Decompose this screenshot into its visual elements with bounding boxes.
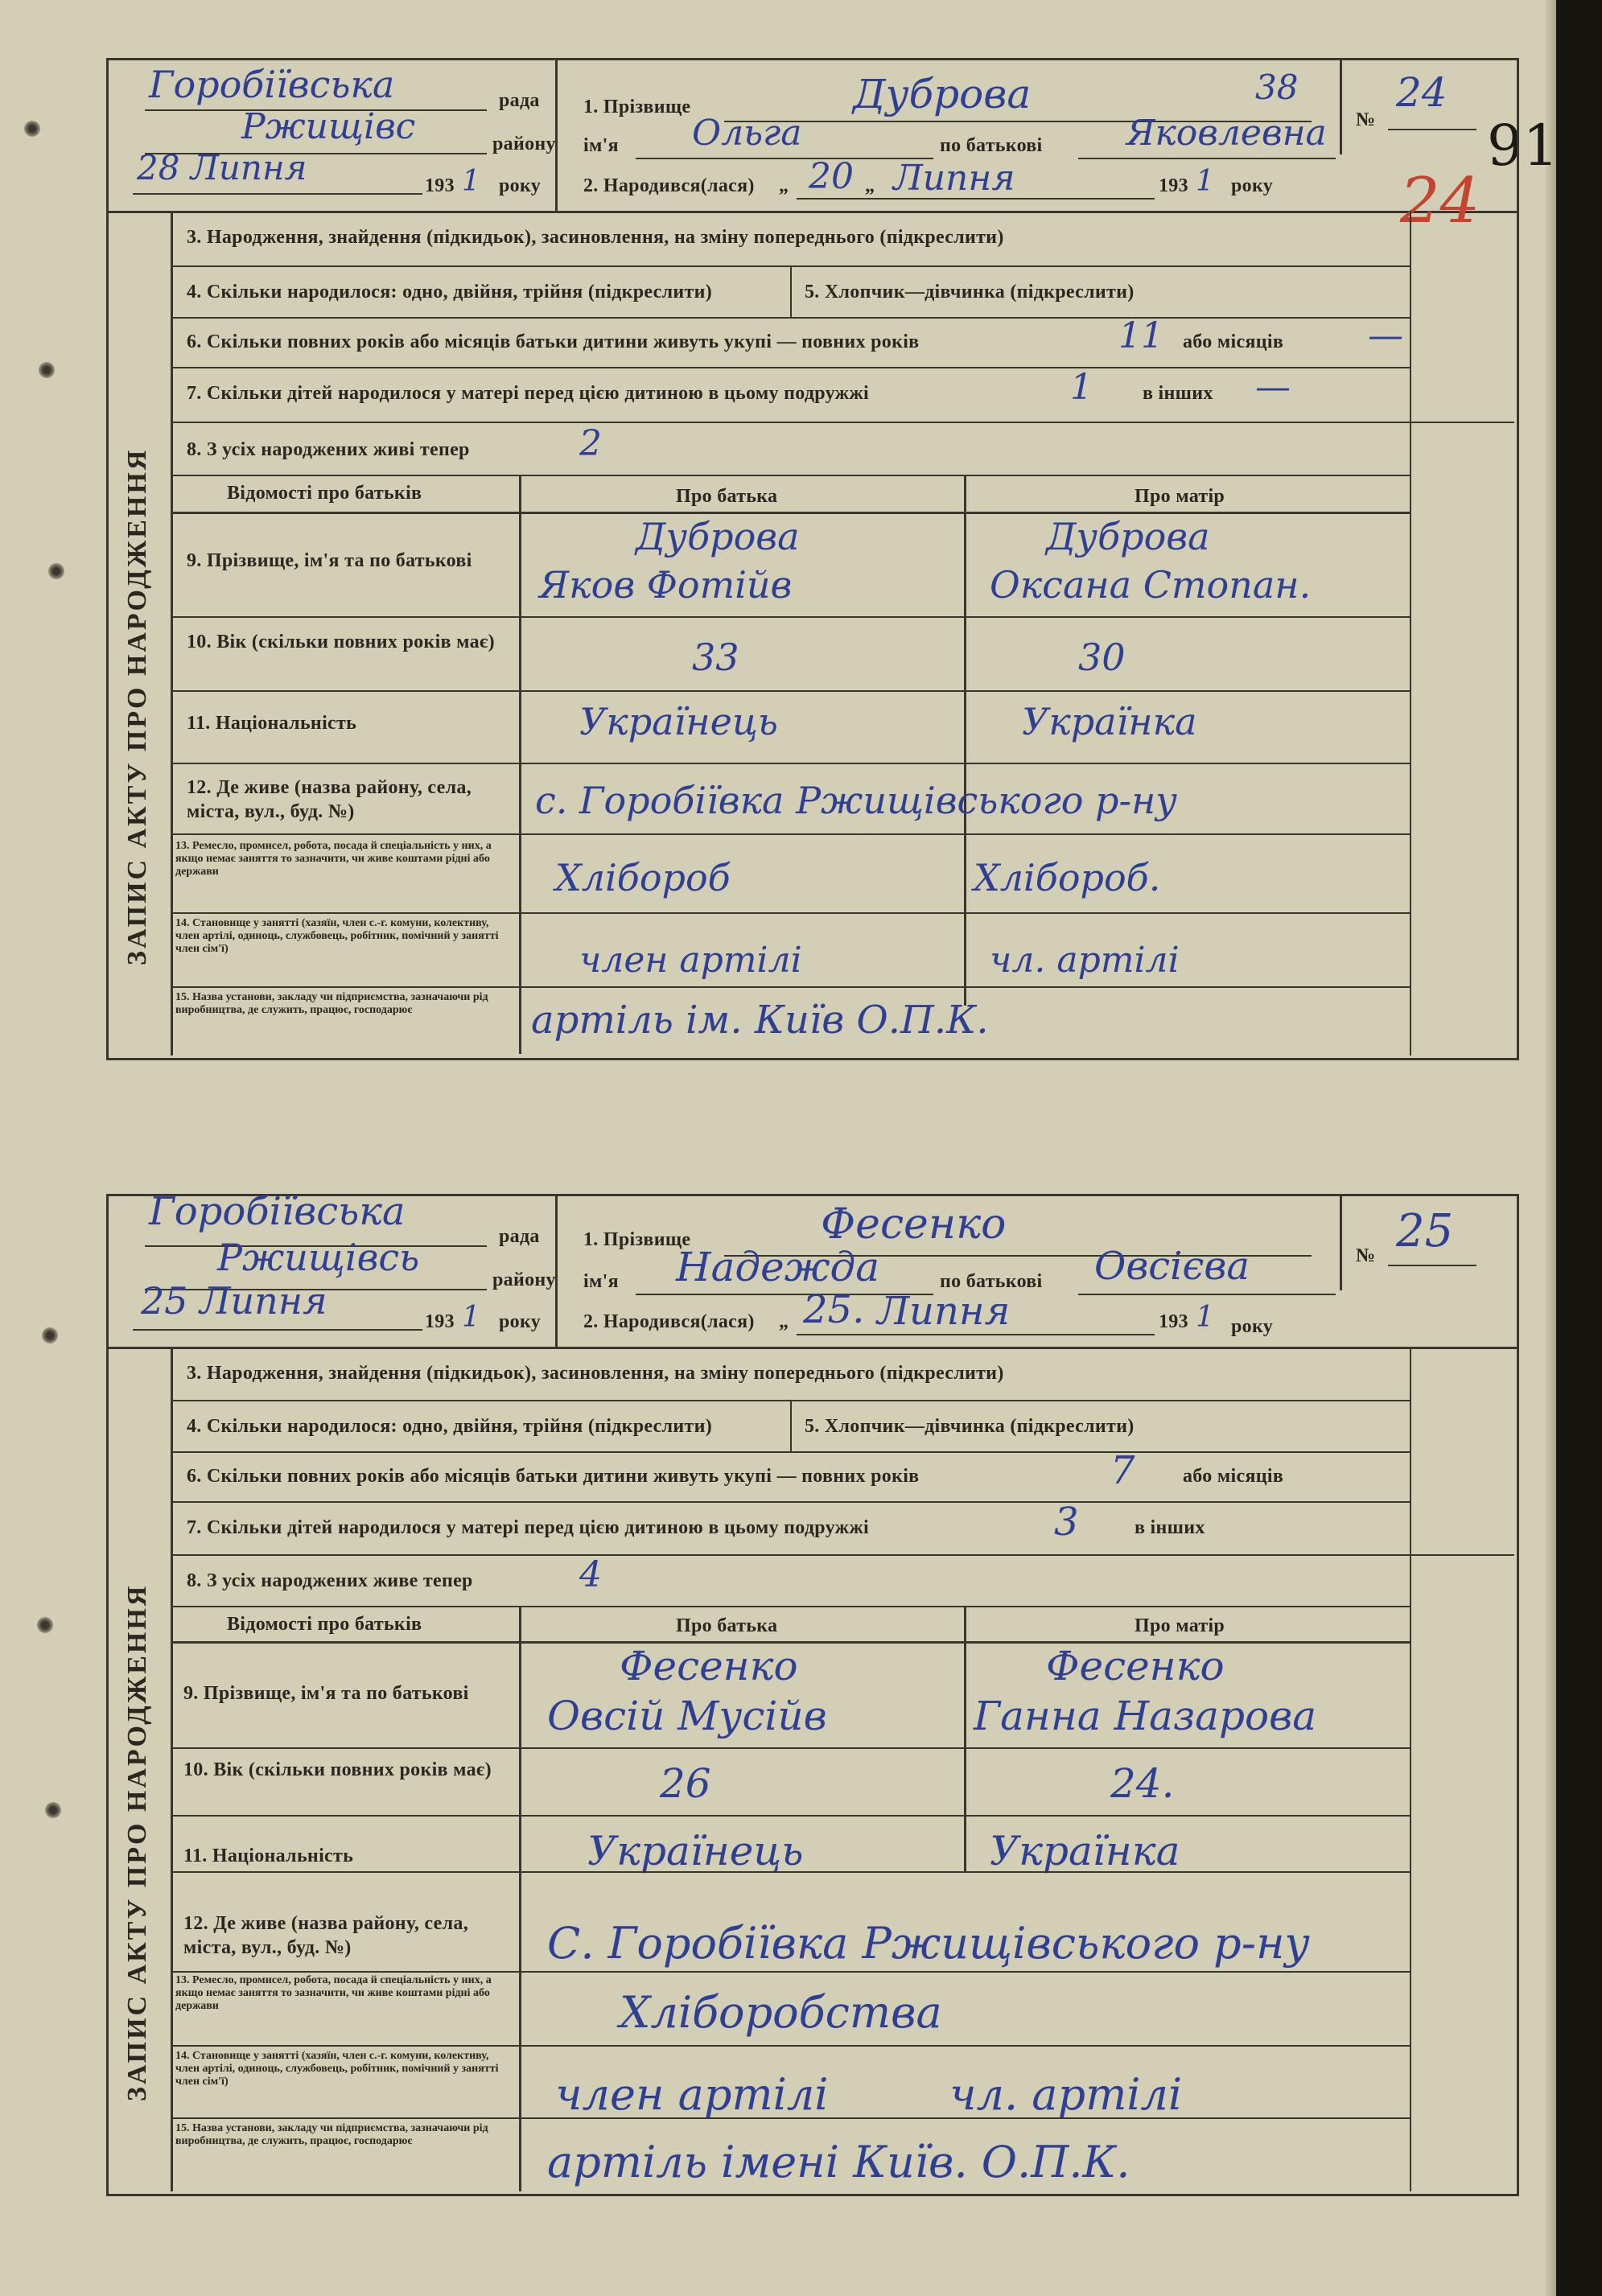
q6-months: — bbox=[1368, 315, 1403, 356]
year-prefix: 193 bbox=[425, 175, 455, 196]
district-name: Ржищівс bbox=[241, 106, 416, 147]
born-year-prefix: 193 bbox=[1159, 175, 1188, 196]
born-year-digit: 1 bbox=[1196, 1301, 1214, 1334]
workplace: артіль імені Київ. О.П.К. bbox=[547, 2137, 1130, 2187]
born-label: 2. Народився(лася) bbox=[583, 175, 755, 196]
child-surname: Фесенко bbox=[821, 1200, 1007, 1249]
district-label: району bbox=[492, 1269, 556, 1290]
surname-label: 1. Прізвище bbox=[583, 97, 691, 117]
page-edge bbox=[1545, 0, 1556, 2296]
mother-age: 24. bbox=[1110, 1760, 1175, 1807]
year-digit: 1 bbox=[462, 165, 480, 198]
question-7: 7. Скільки дітей народилося у матері перед цією дитиною в цьому подружжі bbox=[187, 1517, 869, 1538]
mother-age: 30 bbox=[1078, 636, 1126, 679]
question-3: 3. Народження, знайдення (підкидьок), засиновлення, на зміну попереднього (підкреслити) bbox=[187, 227, 1004, 248]
col-header-mother: Про матір bbox=[1135, 486, 1225, 507]
year-prefix: 193 bbox=[425, 1311, 455, 1332]
patronymic-label: по батькові bbox=[940, 135, 1043, 156]
margin-number: 38 bbox=[1255, 68, 1299, 107]
red-archive-number: 24 bbox=[1400, 165, 1481, 237]
father-surname: Фесенко bbox=[620, 1643, 798, 1689]
question-7: 7. Скільки дітей народилося у матері перед цією дитиною в цьому подружжі bbox=[187, 383, 869, 404]
father-name: Овсій Мусійв bbox=[547, 1693, 827, 1739]
child-name: Надежда bbox=[676, 1244, 880, 1290]
question-5: 5. Хлопчик—дівчинка (підкреслити) bbox=[805, 282, 1135, 302]
row-11-label: 11. Національність bbox=[183, 1845, 354, 1866]
punch-hole bbox=[24, 121, 40, 137]
question-4: 4. Скільки народилося: одно, двійня, трійня (підкреслити) bbox=[187, 282, 713, 302]
registration-date: 25 Липня bbox=[141, 1279, 327, 1323]
residence: с. Горобіївка Ржищівського р-ну bbox=[535, 779, 1177, 822]
father-status: член артілі bbox=[579, 940, 802, 981]
question-8: 8. З усіх народжених живе тепер bbox=[187, 1570, 473, 1591]
born-year-prefix: 193 bbox=[1159, 1311, 1188, 1332]
registration-date: 28 Липня bbox=[137, 148, 307, 187]
q8-count: 2 bbox=[579, 423, 602, 464]
born-year-label: року bbox=[1231, 1316, 1274, 1337]
child-patronymic: Овсієва bbox=[1094, 1244, 1250, 1289]
row-13-label: 13. Ремесло, промисел, робота, посада й спеціальність у них, а якщо немає заняття то зазначити, чи живе коштами рідні або держави bbox=[175, 840, 492, 878]
col-header-info: Відомості про батьків bbox=[227, 1614, 422, 1635]
q7-count: 1 bbox=[1070, 367, 1093, 408]
residence: С. Горобіївка Ржищівського р-ну bbox=[547, 1918, 1310, 1969]
council-label: рада bbox=[499, 90, 540, 111]
mother-surname: Фесенко bbox=[1046, 1643, 1225, 1689]
punch-hole bbox=[45, 1802, 61, 1818]
col-header-info: Відомості про батьків bbox=[227, 483, 422, 504]
q6-months-label: або місяців bbox=[1183, 1466, 1284, 1487]
father-status: член артілі bbox=[555, 2069, 829, 2120]
row-9-label: 9. Прізвище, ім'я та по батькові bbox=[187, 550, 472, 571]
row-15-label: 15. Назва установи, закладу чи підприємства, зазначаючи рід виробництва, де служить, працює, господарює bbox=[175, 2122, 488, 2147]
row-14-label: 14. Становище у занятті (хазяїн, член с.-г. комуни, колективу, член артілі, одиноць, службовець, робітник, помічний у занятті член сім'ї) bbox=[175, 2050, 499, 2088]
row-13-label: 13. Ремесло, промисел, робота, посада й спеціальність у них, а якщо немає заняття то зазначити, чи живе коштами рідні або держави bbox=[175, 1974, 492, 2012]
row-15-label: 15. Назва установи, закладу чи підприємства, зазначаючи рід виробництва, де служить, працює, господарює bbox=[175, 991, 488, 1016]
side-title: ЗАПИС АКТУ ПРО НАРОДЖЕННЯ bbox=[122, 447, 152, 965]
punch-hole bbox=[48, 563, 64, 579]
question-6: 6. Скільки повних років або місяців батьки дитини живуть укупі — повних років bbox=[187, 331, 920, 352]
record-number: 25 bbox=[1396, 1205, 1454, 1257]
mother-nationality: Українка bbox=[990, 1828, 1180, 1874]
q7-count: 3 bbox=[1054, 1500, 1079, 1545]
child-surname: Дуброва bbox=[853, 71, 1032, 117]
mother-nationality: Українка bbox=[1022, 700, 1197, 743]
born-year-digit: 1 bbox=[1196, 165, 1214, 198]
question-5: 5. Хлопчик—дівчинка (підкреслити) bbox=[805, 1416, 1135, 1437]
q7-other: — bbox=[1255, 367, 1291, 408]
born-year-label: року bbox=[1231, 175, 1274, 196]
occupation: Хліборобства bbox=[620, 1987, 942, 2038]
year-label: року bbox=[499, 175, 542, 196]
row-12-label: 12. Де живе (назва району, села, міста, вул., буд. №) bbox=[187, 777, 472, 822]
father-nationality: Українець bbox=[579, 700, 778, 743]
workplace: артіль ім. Київ О.П.К. bbox=[531, 998, 989, 1043]
name-label: ім'я bbox=[583, 135, 619, 156]
mother-status: чл. артілі bbox=[949, 2069, 1183, 2120]
question-8: 8. З усіх народжених живі тепер bbox=[187, 439, 470, 460]
col-header-father: Про батька bbox=[676, 486, 778, 507]
patronymic-label: по батькові bbox=[940, 1271, 1043, 1292]
punch-hole bbox=[39, 362, 55, 378]
row-10-label: 10. Вік (скільки повних років має) bbox=[183, 1759, 492, 1780]
year-digit: 1 bbox=[462, 1301, 480, 1334]
mother-occupation: Хлібороб. bbox=[974, 856, 1161, 899]
number-label: № bbox=[1356, 109, 1376, 130]
number-label: № bbox=[1356, 1245, 1376, 1266]
row-12-label: 12. Де живе (назва району, села, міста, вул., буд. №) bbox=[183, 1913, 468, 1958]
col-header-mother: Про матір bbox=[1135, 1615, 1225, 1636]
council-name: Горобіївська bbox=[149, 63, 395, 106]
question-3: 3. Народження, знайдення (підкидьок), засиновлення, на зміну попереднього (підкреслити) bbox=[187, 1363, 1004, 1384]
father-name: Яков Фотійв bbox=[539, 563, 793, 607]
mother-name: Ганна Назарова bbox=[974, 1693, 1317, 1739]
q7-other-label: в інших bbox=[1143, 383, 1213, 404]
q6-months-label: або місяців bbox=[1183, 331, 1284, 352]
mother-status: чл. артілі bbox=[990, 940, 1180, 981]
q7-other-label: в інших bbox=[1135, 1517, 1205, 1538]
question-4: 4. Скільки народилося: одно, двійня, трійня (підкреслити) bbox=[187, 1416, 713, 1437]
page-number: 91 bbox=[1487, 113, 1559, 179]
q6-years: 11 bbox=[1118, 315, 1163, 356]
council-label: рада bbox=[499, 1226, 540, 1247]
born-month: Липня bbox=[877, 1289, 1011, 1334]
father-surname: Дуброва bbox=[636, 515, 800, 558]
question-6: 6. Скільки повних років або місяців батьки дитини живуть укупі — повних років bbox=[187, 1466, 920, 1487]
q8-count: 4 bbox=[579, 1554, 602, 1595]
punch-hole bbox=[37, 1617, 53, 1633]
name-label: ім'я bbox=[583, 1271, 619, 1292]
district-label: району bbox=[492, 134, 556, 154]
col-header-father: Про батька bbox=[676, 1615, 778, 1636]
side-title: ЗАПИС АКТУ ПРО НАРОДЖЕННЯ bbox=[122, 1583, 152, 2101]
child-patronymic: Яковлевна bbox=[1126, 113, 1327, 154]
mother-surname: Дуброва bbox=[1046, 515, 1210, 558]
row-14-label: 14. Становище у занятті (хазяїн, член с.-г. комуни, колективу, член артілі, одиноць, службовець, робітник, помічний у занятті член сім'ї) bbox=[175, 917, 499, 955]
child-name: Ольга bbox=[692, 113, 802, 154]
q6-years: 7 bbox=[1110, 1448, 1135, 1493]
mother-name: Оксана Стопан. bbox=[990, 563, 1312, 607]
father-occupation: Хлібороб bbox=[555, 856, 731, 899]
born-day: 20 bbox=[809, 156, 854, 197]
born-month: Липня bbox=[893, 158, 1015, 199]
district-name: Ржищівсь bbox=[217, 1236, 420, 1279]
surname-label: 1. Прізвище bbox=[583, 1229, 691, 1250]
row-9-label: 9. Прізвище, ім'я та по батькові bbox=[183, 1683, 469, 1704]
father-nationality: Українець bbox=[587, 1828, 804, 1874]
father-age: 26 bbox=[660, 1760, 711, 1807]
row-11-label: 11. Національність bbox=[187, 713, 357, 734]
punch-hole bbox=[42, 1327, 58, 1343]
born-day: 25. bbox=[803, 1287, 865, 1332]
born-label: 2. Народився(лася) bbox=[583, 1311, 755, 1332]
father-age: 33 bbox=[692, 636, 739, 679]
record-number: 24 bbox=[1396, 69, 1448, 116]
row-10-label: 10. Вік (скільки повних років має) bbox=[187, 632, 495, 652]
council-name: Горобіївська bbox=[149, 1189, 406, 1234]
year-label: року bbox=[499, 1311, 542, 1332]
